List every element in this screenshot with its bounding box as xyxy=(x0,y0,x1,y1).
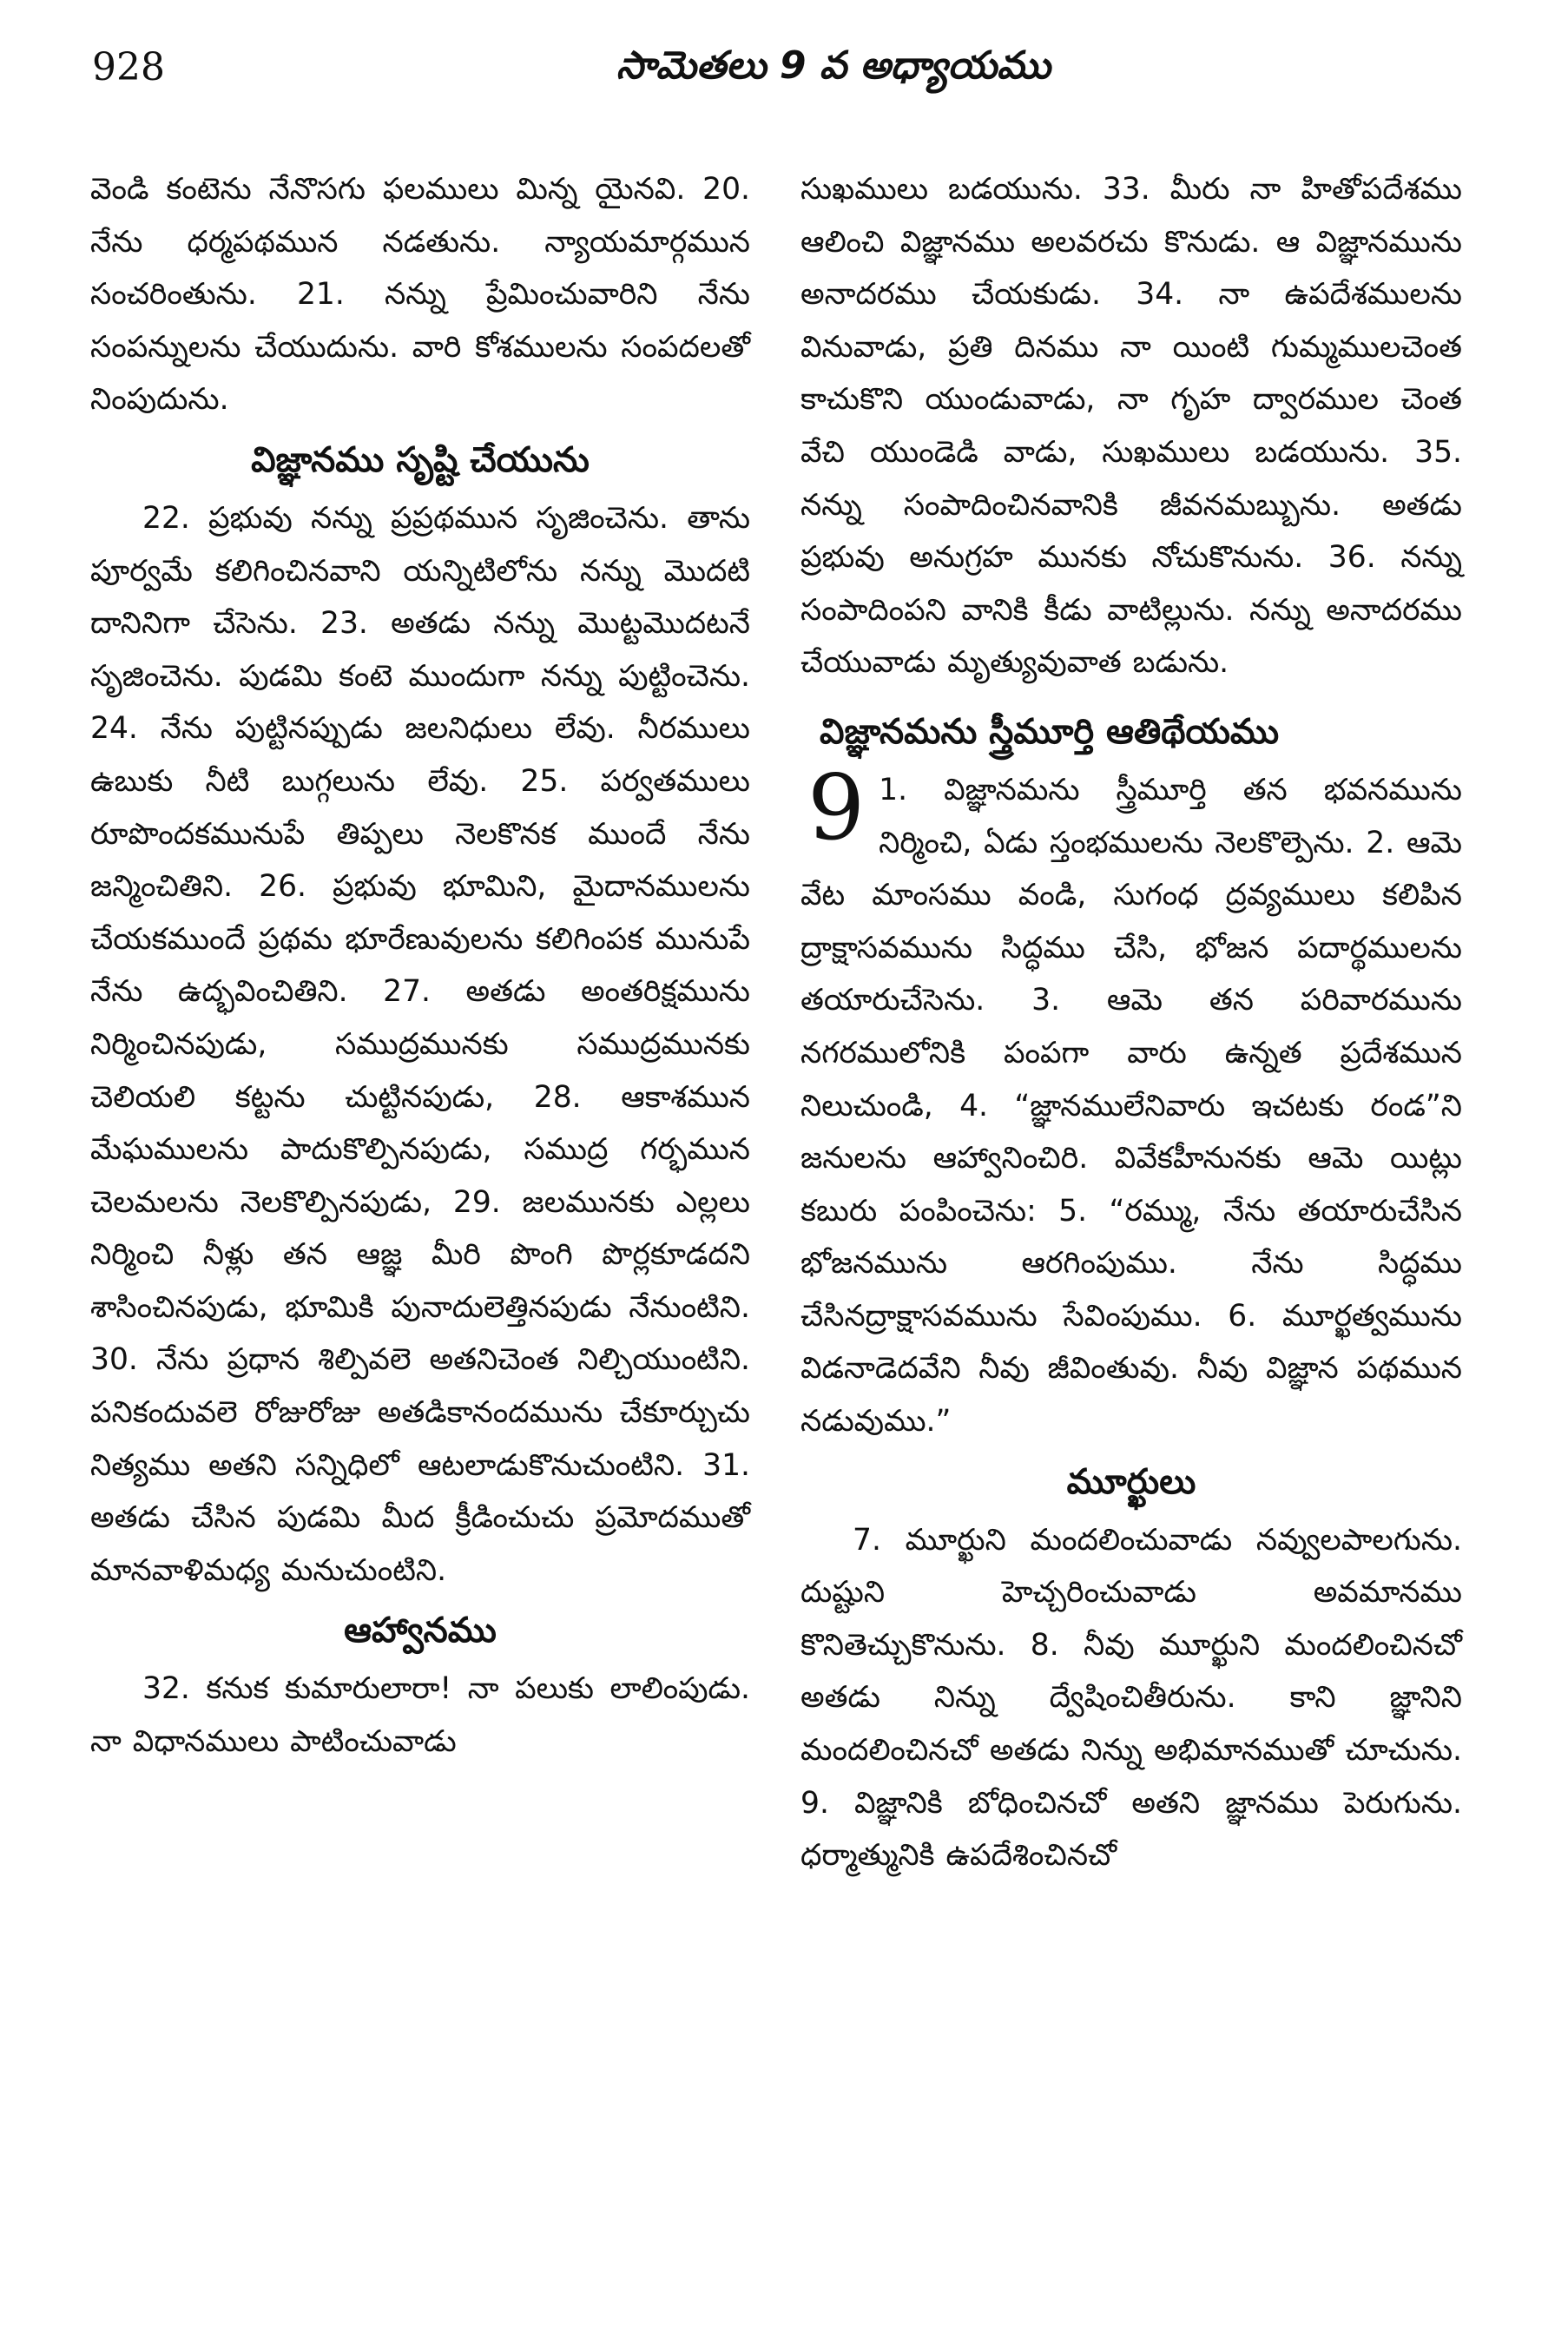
page-number: 928 xyxy=(92,45,165,89)
right-paragraph-2: 1. విజ్ఞానమను స్త్రీమూర్తి తన భవనమును నిర్మించి, ఏడు స్తంభములను నెలకొల్పెను. 2. ఆమె వేట మాంసము వండి, సుగంధ ద్రవ్యములు కలిపిన ద్రాక్షాసవమును సిద్ధము చేసి, భోజన పదార్థములను తయారుచేసెను. 3. ఆమె తన పరివారమును నగరములోనికి పంపగా వారు ఉన్నత ప్రదేశమున నిలుచుండి, 4. “జ్ఞానములేనివారు ఇచటకు రండ”ని జనులను ఆహ్వానించిరి. వివేకహీనునకు ఆమె యిట్లు కబురు పంపించెను: 5. “రమ్ము, నేను తయారుచేసిన భోజనమును ఆరగింపుము. నేను సిద్ధము చేసినద్రాక్షాసవమును సేవింపుము. 6. మూర్ఖత్వమును విడనాడెదవేని నీవు జీవింతువు. నీవు విజ్ఞాన పథమున నడువుము.” xyxy=(800,772,1462,1440)
chapter-heading: విజ్ఞానమను స్త్రీమూర్తి ఆతిథేయము xyxy=(820,711,1280,752)
right-paragraph-1: సుఖములు బడయును. 33. మీరు నా హితోపదేశము ఆలించి విజ్ఞానము అలవరచు కొనుడు. ఆ విజ్ఞానమును అనాదరము చేయకుడు. 34. నా ఉపదేశములను వినువాడు, ప్రతి దినము నా యింటి గుమ్మములచెంత కాచుకొని యుండువాడు, నా గృహ ద్వారముల చెంత వేచి యుండెడి వాడు, సుఖములు బడయును. 35. నన్ను సంపాదించినవానికి జీవనమబ్బును. అతడు ప్రభువు అనుగ్రహ మునకు నోచుకొనును. 36. నన్ను సంపాదింపని వానికి కీడు వాటిల్లును. నన్ను అనాదరము చేయువాడు మృత్యువువాత బడును. xyxy=(800,172,1462,681)
left-column xyxy=(90,163,750,1769)
left-paragraph-1: వెండి కంటెను నేనొసగు ఫలములు మిన్న యైనవి. 20. నేను ధర్మపథమున నడతును. న్యాయమార్గమున సంచరింతును. 21. నన్ను ప్రేమించువారిని నేను సంపన్నులను చేయుదును. వారి కోశములను సంపదలతో నింపుదును. xyxy=(90,172,750,418)
section-heading-invitation: ఆహ్వానము xyxy=(344,1611,497,1651)
chapter-opening-paragraph xyxy=(800,754,1462,1448)
left-paragraph-3: 32. కనుక కుమారులారా! నా పలుకు లాలింపుడు. నా విధానములు పాటించువాడు xyxy=(90,1671,750,1760)
right-paragraph-3: 7. మూర్ఖుని మందలించువాడు నవ్వులపాలగును. దుష్టుని హెచ్చరించువాడు అవమానము కొనితెచ్చుకొనును. 8. నీవు మూర్ఖుని మందలించినచో అతడు నిన్ను ద్వేషించితీరును. కాని జ్ఞానిని మందలించినచో అతడు నిన్ను అభిమానముతో చూచును. 9. విజ్ఞానికి బోధించినచో అతని జ్ఞానము పెరుగును. ధర్మాత్మునికి ఉపదేశించినచో xyxy=(800,1522,1462,1874)
right-column xyxy=(800,163,1462,1882)
running-title: సామెతలు 9 వ అధ్యాయము xyxy=(616,43,1051,88)
chapter-drop-cap: 9 xyxy=(807,754,866,860)
section-heading-fools: మూర్ఖులు xyxy=(1066,1461,1196,1502)
section-heading-wisdom-creates: విజ్ఞానము సృష్టి చేయును xyxy=(251,439,590,480)
left-paragraph-2: 22. ప్రభువు నన్ను ప్రప్రథమున సృజించెను. తాను పూర్వమే కలిగించినవాని యన్నిటిలోను నన్ను మొదటి దానినిగా చేసెను. 23. అతడు నన్ను మొట్టమొదటనే సృజించెను. పుడమి కంటె ముందుగా నన్ను పుట్టించెను. 24. నేను పుట్టినప్పుడు జలనిధులు లేవు. నీరములు ఉబుకు నీటి బుగ్గలును లేవు. 25. పర్వతములు రూపొందకమునుపే తిప్పలు నెలకొనక ముందే నేను జన్మించితిని. 26. ప్రభువు భూమిని, మైదానములను చేయకముందే ప్రథమ భూరేణువులను కలిగింపక మునుపే నేను ఉద్భవించితిని. 27. అతడు అంతరిక్షమును నిర్మించినపుడు, సముద్రమునకు సముద్రమునకు చెలియలి కట్టను చుట్టినపుడు, 28. ఆకాశమున మేఘములను పాదుకొల్పినపుడు, సముద్ర గర్భమున చెలమలను నెలకొల్పినపుడు, 29. జలమునకు ఎల్లలు నిర్మించి నీళ్లు తన ఆజ్ఞ మీరి పొంగి పొర్లకూడదని శాసించినపుడు, భూమికి పునాదులెత్తినపుడు నేనుంటిని. 30. నేను ప్రధాన శిల్పివలె అతనిచెంత నిల్చియుంటిని. పనికందువలె రోజురోజు అతడికానందమును చేకూర్చుచు నిత్యము అతని సన్నిధిలో ఆటలాడుకొనుచుంటిని. 31. అతడు చేసిన పుడమి మీద క్రీడించుచు ప్రమోదముతో మానవాళిమధ్య మనుచుంటిని. xyxy=(90,500,750,1588)
